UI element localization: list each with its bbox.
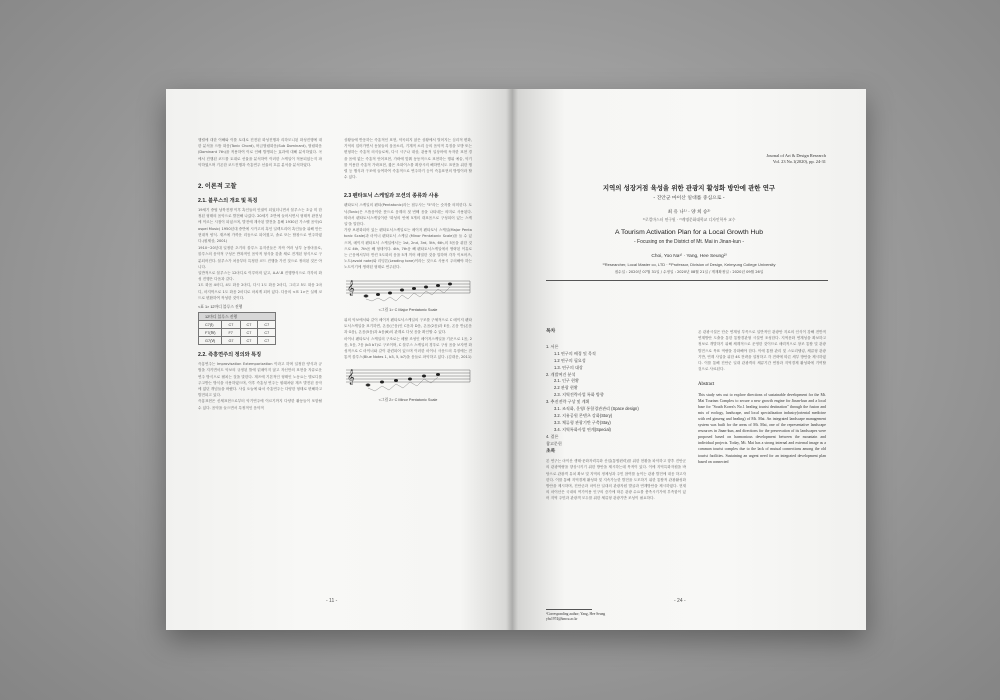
korean-affiliations: ¹⁾로컬마스터 연구원 · ²⁾계명문화대학교 디자인학부 교수 (642, 217, 736, 222)
blues-progression-table (198, 312, 276, 345)
section-2-2-paragraph-1: 즉흥연주는 Improvisation Extemporization 이라고 하며 일정한 양식과 규범을 지키면서도 악보의 규정된 틀에 얽매이지 않고 자신만의 표현을 자유로운 연주 방식으로 펼치는 것을 말한다. 재즈에 기본적인 형태인 노동요는 멜로디를 주고받는 방식을 사용하였으며, 이후 즉흥성 연주는 원래처럼 재즈 발전된 음악에 없던 개념들을 바꿨다. 사실 오늘에 와서 즉흥연주는 다양한 형태로 변해하고 발전되고 있다. (198, 362, 322, 398)
section-2-2-paragraph-2: 즉흥표현은 신체표현으로부터 악기연주에 이르기까지 다양한 활동들이 포함될 수 있다. 음악을 들으면서 특정적인 음악적 (198, 399, 322, 410)
column-2-paragraph: 상황들에 반응하는 즉흥적인 표현, 악곡되지 않은 상황에서 벌어지는 심리적 변화, 기억의 업어가면서 동물들의 움음소리, 기계적 소리 등의 음악적 특징을 모방 또는 변형하는 즉흥적 의식들로써, 다시 시구나 대상, 관용적 일상어에 독자한 표현 경을 음에 없는 즉흥적 언어표현, 가락에 맞춰 동동적으로 표현하는 행위 예술, 악기를 이용한 즉흥적 가락표현, 짧은 조화이스를 확장시켜 해하면서도 표현을 위한 행렬 등 행식과 구조에 들여하여 즉흥적으로 연주하기 등이 즉흥표현의 방법이라 할 수 있다. (344, 138, 472, 180)
toc-item: 4. 결론 (546, 433, 559, 439)
right-page (512, 89, 866, 630)
header-divider (546, 280, 828, 281)
section-2-2-heading: 2.2. 즉흥연주의 정의와 특징 (198, 352, 262, 359)
table-cell: C7 (258, 321, 276, 329)
table-1-caption: <표 1> 12마디 블루스 진행 (198, 305, 243, 310)
table-header: 12마디 블루스 진행 (199, 313, 276, 321)
english-abstract-title: Abstract (698, 382, 715, 388)
table-cell: F7 (222, 329, 240, 337)
minor-pentatonic-staff (344, 364, 472, 392)
corresponding-author-footnote (546, 612, 686, 622)
toc-item: 2. 개발여건 분석 (546, 371, 576, 377)
treble-clef-icon: 𝄞 (347, 370, 355, 386)
english-affiliations: ¹⁾Researcher, Local Master co, LTD · ²⁾Professor, Division of Design, Keimyung College University (602, 262, 776, 267)
korean-abstract-text: 본 연구는 마이산 생태·문화자력특화 산업(통합편력)를 위한 현황을 파악하고 향후 진안군의 관광역량을 향상시키기 위한 방안을 제시하는데 목적이 있다. 이에 지역특화자원을 바탕으로 관광객 유치 확보 및 지역의 정체성과 주민 참여를 높이는 관광 발전에 대응 하고자 한다. 이를 통해 지역경제 활성화 및 지속가능한 발전을 도모하기 위한 통합적 관광활성화 방안을 제시하며, 진안군과 마이산 일대의 관광자원 발굴과 연계방안을 제시하였다. 현재의 마이산은 국내외 여가이용 인구의 증가에 따른 관광 수요를 충족시키기에 부족함이 있어 지역 주민과 관광객 모두를 위한 체류형 관광기반 조성이 필요하다. (546, 459, 686, 501)
section-2-heading: 2. 이론적 고찰 (198, 183, 237, 191)
toc-item: 참고문헌 (546, 440, 562, 446)
table-cell: C7(Ⅰ) (199, 321, 222, 329)
table-cell: G7(Ⅴ) (199, 337, 222, 345)
right-page-number: - 24 - (674, 598, 686, 604)
open-magazine (166, 89, 866, 630)
table-row (199, 329, 276, 337)
treble-clef-icon: 𝄞 (347, 280, 355, 296)
table-row (199, 321, 276, 329)
major-pentatonic-staff (344, 275, 472, 303)
left-column-1 (198, 137, 322, 411)
english-abstract-text: This study sets out to explore directions of sustainable development for the Mt. Mai Tourism Complex to secure a new growth engine for Jinan-kun and a local base for "South Korea's No.1 healing tourist destination" through the fusion and mix of ecology, landscape, and local specialization industry(oriental medicine with red ginseng and healing) of Mt. Mai. An integrated landscape management system was built for the areas of Mt. Mai, one of the representative landscape resources in Jinan-kun, and directions for the preservation of its landscapes were proposed based on harmonious development between the mountain and individual projects. Today, Mt. Mai has a strong internal and external image as a common tourist complex due to the lack of mutual connections among the old tourist facilities. Sustaining an urgent need for an integrated development plan based on connected (698, 392, 826, 464)
journal-volume: Vol. 23 No.1(2020), pp. 24-31 (772, 159, 826, 164)
journal-name: Journal of Art & Design Research (766, 153, 826, 158)
section-2-1-heading: 2.1. 블루스의 개요 및 특징 (198, 198, 258, 205)
table-cell: F7(Ⅳ) (199, 329, 222, 337)
figure-1-caption: <그림 1> C Major Pentatonic Scale (378, 307, 438, 312)
section-2-3-paragraph-4: 마이너 펜타토닉 스케일의 구조로는 메탈 조성인 메이저스케일을 기준으로 1음, 2음, 5음, 7음 (b3 b7)로 구조이며, C 블루스 스케일의 경우로 구성 음을 보자면 화성적으로 C 마이너와 같이 관련되어 있으며 이러한 마이너 사운드의 특징에는 전통적 블루스(Blue Notes 1, b3, 5, b7)을 음들로 파악하고 있다. (김대운, 2011) (344, 336, 472, 360)
footnote-divider (546, 609, 592, 610)
table-cell: C7 (240, 329, 258, 337)
footnote-author: ¹Corresponding author; Yang, Hee Seung (546, 612, 606, 616)
toc-item: 3.1. 조직화, 운영/ 통합경관관리 (Space design) (554, 406, 639, 412)
journal-header (766, 153, 826, 165)
toc-item: 2.2 관광 현황 (554, 385, 578, 391)
left-page-number: - 11 - (326, 598, 338, 604)
table-cell: C7 (240, 321, 258, 329)
toc-item: 1.3. 연구의 대상 (554, 364, 583, 370)
table-cell: C7 (258, 337, 276, 345)
toc-item: 1.2 연구의 필요성 (554, 357, 586, 363)
toc-title: 목차 (546, 329, 556, 334)
toc-item: 2.1. 인구 현황 (554, 378, 579, 384)
section-2-3-paragraph-2: 가장 보편화되어 있는 펜타토닉스케일로는 메이저 펜타토닉 스케일(Major Pentatonic Scale)과 마이너 펜타토닉 스케일 (Minor Pentatonic Scale)을 들 수 있으며, 메이저 펜타토닉 스케일에서는 1st, 2nd, 3rd, 5th, 6th,의 5음을 취한 것으로 4th, 7th음 빼 형태이다. 4th, 7th음 빼 펜타토닉스케일에서 생략된 이유로는 근음에서부터 반진 5도화의 음을 5개 끼어 배열한 것을 말하며 각각 이보어즈, 노트(avoid note)와 리딩톤(Leading tone)이라는 것으로 사용시 주의해야 하는 노트이기에 생략된 형태로 연주된다. (344, 228, 472, 270)
toc-item: 1.1 연구의 배경 및 목적 (554, 350, 596, 356)
table-row (199, 337, 276, 345)
toc-item: 3.2. 지유공원 콘텐츠 강화(Story) (554, 412, 613, 418)
section-2-3-paragraph-1: 펜타토닉 스케일의 펜타(Pentatonic)라는 접두사는 "5"라는 숫자를 의미한다. 토닉(Tonic)은 으뜸음이란 뜻으로 음계의 첫 번째 음을 나타내는 의미로 사용된다. 따라서 펜타토닉스케일이란 '화성의 안에 5개의 대표음으로 구성되어 있는 스케일'을 말한다. (344, 203, 472, 227)
footnote-email: yhs1974@kmcu.ac.kr (546, 617, 578, 622)
left-column-2 (344, 137, 472, 407)
toc-item: 1. 서론 (546, 343, 559, 349)
table-cell: G7 (222, 337, 240, 345)
korean-abstract-continued: 존 관광시설은 단순 연계성 부족으로 일반적인 관광안 지로의 인식이 강해 전반적 연계방안 도출을 통한 통합경관형 시설연 조성한다. 지역문화 연계성을 확보하고 정보로 개발하기 위해 체계적으로 운영한 것이므로 매력적으로 창조 통합 및 관광 발전으로 목표 역량을 강화해야 한다. 이에 통합 관리 및 스토리텔링, 체류형 관광기반, 연계 사업을 위한 4S 전략을 설정하고 각 전략에 따른 세부 방안을 제시하였다. 이를 통해 진안군 일대 관광객의 체류기간 연장과 지역경제 활성화에 기여할 것으로 사료된다. (698, 330, 826, 372)
korean-authors: 최 유 나¹⁾ · 양 희 승²⁾ (667, 210, 711, 215)
english-subtitle: - Focusing on the District of Mt. Mai in Jinan-kun - (633, 239, 745, 245)
toc-item: 3. 추진전략 구상 및 계획 (546, 399, 590, 405)
table-cell: C7 (240, 337, 258, 345)
figure-2-caption: <그림 2> C Minor Pentatonic Scale (378, 397, 438, 402)
magazine-spine (506, 89, 518, 630)
right-column-2 (698, 329, 826, 465)
table-of-contents (546, 329, 686, 448)
korean-abstract-title: 초록 (546, 449, 556, 454)
english-title: A Tourism Activation Plan for a Local Growth Hub (615, 229, 763, 236)
intro-paragraph: 행렬에 대한 이해와 이를 토대로 진전된 화성진행과 리하모니된 화성진행에 대한 분석을 으뜸 화음(Tonic Chord), 버금딸림화음(Sub Dominant), 딸림화음(Dominant 7th)을 적용하여 이로 인해 발생되는 효과에 대해 분석하였다. 곡에서 진행된 코드를 토대로 선율을 분석하여 이러한 스케일이 적용되었는지 파악하였으며 기존한 코드진행과 즉흥연주 선율의 흐름 분석을 분석하였다. (198, 138, 322, 167)
table-cell: C7 (258, 329, 276, 337)
section-2-1-paragraph-2: 1910~20년대 일정한 초기의 블루스 뮤지션들은 자작 여러 남부 농장마을로, 블루스의 음악적 구성은 반복적인 음악적 형식을 갖춘 채로 전개된 형식으로 구분되어진다. 블루스가 처음부터 특정한 코드 진행을 가진 것으로 정의된 것은 아니다. (198, 246, 322, 269)
section-2-1-paragraph-3: 일반적으로 블루스는 12마디로 이루어져 있고, A-A'-B 진행방식으로 각각의 화성 진행은 다음과 같다. (198, 271, 322, 282)
section-2-3-heading: 2.3 펜타토닉 스케일과 모션의 종류와 사용 (344, 193, 439, 200)
toc-item: 3.3. 체류형 관광기반 구축(Stay) (554, 419, 611, 425)
section-2-1-paragraph-1: 19세기 중엽 남북전쟁 이후 흑인들의 인권이 되었더니면서 블루스는 초급 미 한정된 형태의 음악으로 발전해 나갔다. 20세기 초반에 들어서면서 형태적 완전성에 이르는 시점이 되었으며, 발전에 계속된 발전을 통해 1930년 가스펠 음악(Gospel Music) 1950년대 중반에 시카고의 흑인 일렉트리어 흑인들을 위해 만든 현대적 양식. 재즈에 가까운 리듬으로 되어졌고, 솔로 또는 합창으로 연주하였다.(원제상, 2001) (198, 208, 322, 244)
table-cell: C7 (222, 321, 240, 329)
toc-item: 3.4. 지역특화사업 연계(Special) (554, 426, 611, 432)
korean-title: 지역의 성장거점 육성을 위한 관광지 활성화 방안에 관한 연구 (602, 184, 776, 192)
korean-abstract (546, 449, 686, 502)
english-authors: Choi, Yoo Na¹⁾ · Yang, Hee Seung²⁾ (651, 254, 727, 259)
toc-item: 2.3. 지역전략사업 특화 방향 (554, 392, 604, 398)
submission-dates: 접수일 : 2020년 07월 31일 / 수정일 : 2020년 08월 21일 / 게재확정일 : 2020년 09월 26일 (614, 270, 764, 274)
left-page (166, 89, 512, 630)
section-2-1-paragraph-4: 1도 화음 4마디, 4도 화음 2마디, 다시 1도 화음 2마디, 그리고 5도 화음 2마디, 마지막으로 1도 화음 2마디로 마치게 되어 있다. 다음의 <표 1>은 실제 코드로 변환하여 작성한 것이다. (198, 283, 322, 300)
korean-subtitle: - 진안군 마이산 일대를 중심으로 - (653, 196, 725, 201)
section-2-3-paragraph-3: 위의 악보에서와 같이 메이저 펜타토닉스케일의 구조를 구체적으로 C 메이저 펜타토닉스케일을 표기하면, 온음(근음)인 C음과 D음, 온음(2음)과 E음, 온음 반(온음과 G음), 온음(5음)과 A음(6)의 관계로 다섯 음을 확인할 수 있다. (344, 318, 472, 335)
